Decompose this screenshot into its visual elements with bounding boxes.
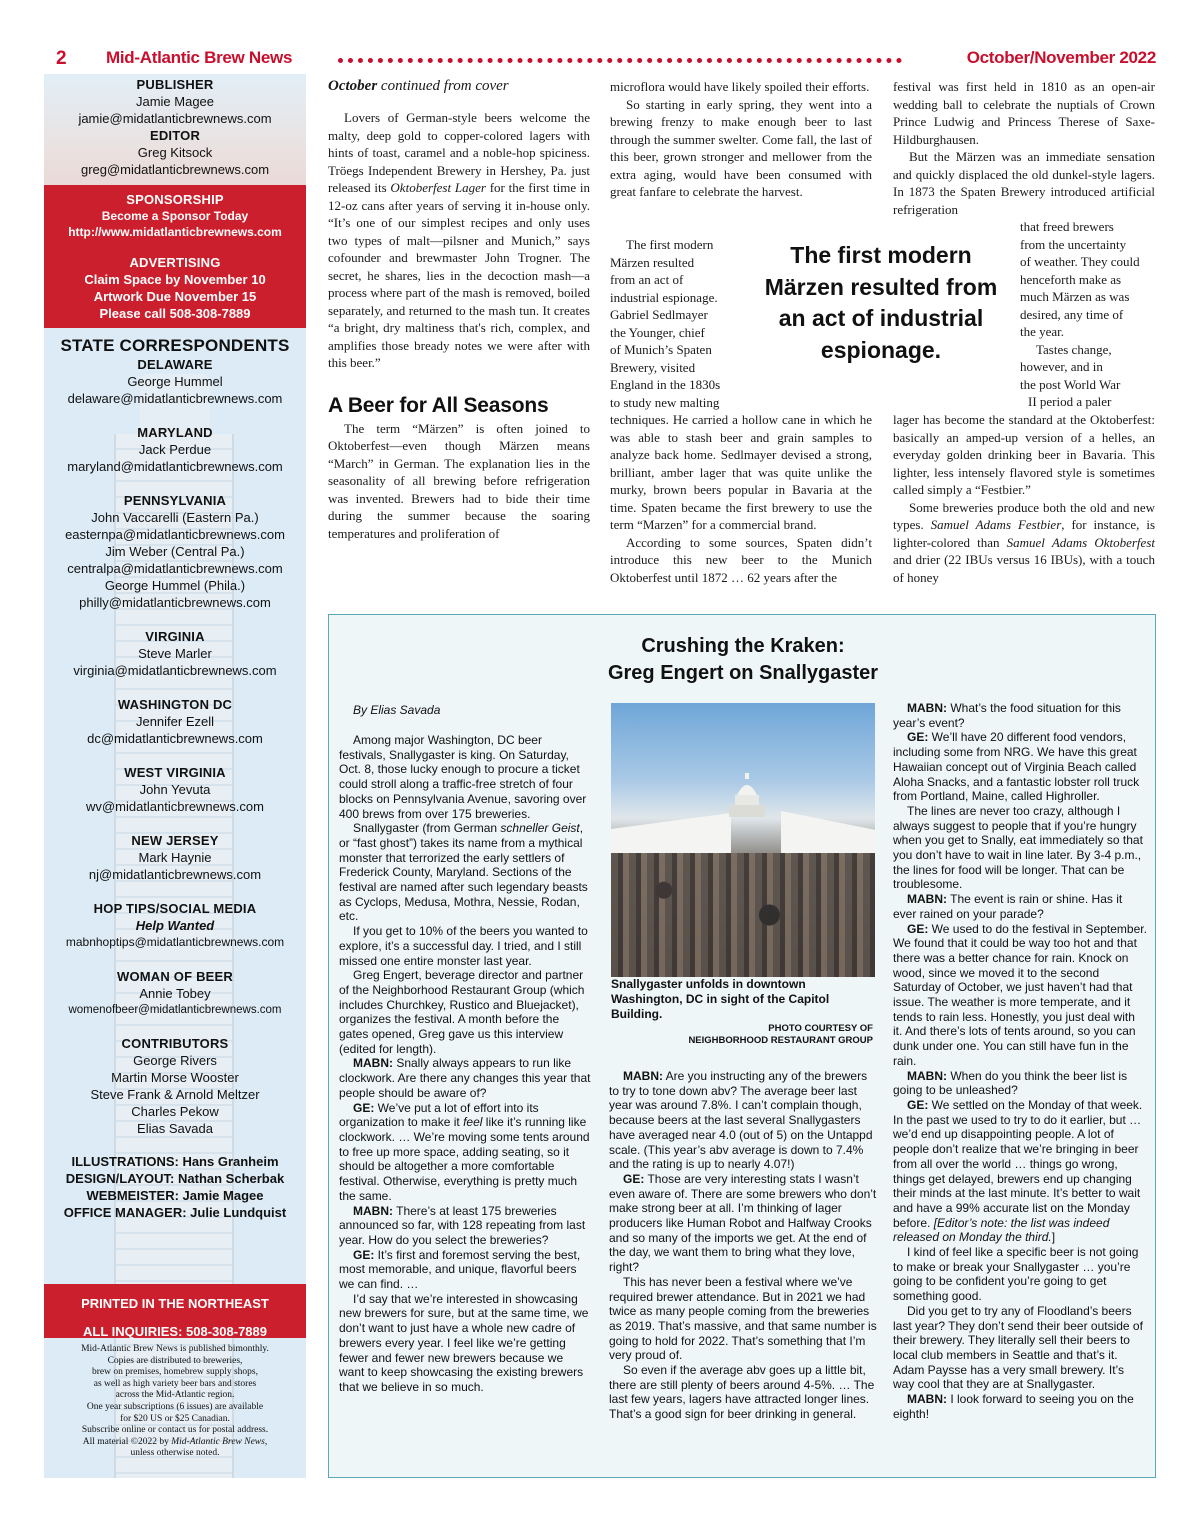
wrap-line: from the uncertainty xyxy=(1020,236,1127,252)
interview-paragraph: So even if the average abv goes up a little bit, there are still plenty of beers around 4-5%. … The last few years, lagers have attracted longer lines. That’s a good sign for beer drinking in general. xyxy=(609,1363,875,1422)
contributors-block xyxy=(44,1035,306,1137)
all-inquiries: ALL INQUIRIES: 508-308-7889 xyxy=(83,1324,267,1339)
interview-answer xyxy=(609,1172,877,1275)
article-column-3-wrap xyxy=(1020,218,1158,411)
wrap-line: desired, any time of xyxy=(1020,306,1124,322)
speaker-ge: GE: xyxy=(623,1171,645,1186)
text-run: There’s at least 175 breweries announced so far, with 128 repeating from last year. How do you select the breweries? xyxy=(339,1203,586,1247)
correspondent-name: Jim Weber (Central Pa.) xyxy=(105,544,245,559)
festival-crowd xyxy=(611,853,875,977)
interview-question xyxy=(339,1204,591,1248)
state-name: PENNSYLVANIA xyxy=(123,493,227,508)
state-name: MARYLAND xyxy=(137,425,213,440)
photo-caption: Snallygaster unfolds in downtown Washington, DC in sight of the Capitol Building. xyxy=(611,977,830,1021)
speaker-mabn: MABN: xyxy=(907,1392,947,1407)
article-paragraph: lager has become the standard at the Oktoberfest: basically an amped-up version of a helles, an everyday golden drinking beer in Bavaria. This lighter, less intensely flavored style is sometimes called simply a “Festbier.” xyxy=(893,412,1155,497)
correspondent-email[interactable]: delaware@midatlanticbrewnews.com xyxy=(67,391,283,406)
staff-credit: WEBMEISTER: Jamie Magee xyxy=(86,1188,264,1203)
text-run: , for instance, is lighter-colored than xyxy=(893,517,1155,550)
text-run: We settled on the Monday of that week. In the past we used to try to do it earlier, but … we’d end up disappointing people. A lot of people don’t realize that we’re bringing in beer from all over the world … things go wrong, things get delayed, brewers end up changing their minds at the last minute. It’s better to wait and have a 99% accurate list on the Monday before. xyxy=(893,1097,1143,1230)
text-run: for the first time in 12-oz cans after years of serving it in-house only. “It’s one of our simplest recipes and only uses two types of malt—pilsner and Munich,” says cofounder and brewmaster John Trogner. The secret, he shares, lies in the decoction mash—a process where part of the mash is removed, boiled separately, and returned to the mash tun. It creates “a bright, dry maltiness that's rich, complex, and amplifies those bready notes we were after with this beer.” xyxy=(328,180,590,370)
colophon-line: One year subscriptions (6 issues) are available xyxy=(86,1401,264,1412)
hop-tips-block xyxy=(44,900,306,951)
interview-title xyxy=(329,633,1157,687)
byline: By Elias Savada xyxy=(353,703,441,717)
wrap-line: that freed brewers xyxy=(1020,219,1114,234)
correspondent-email[interactable]: virginia@midatlanticbrewnews.com xyxy=(73,663,277,678)
pull-quote: The first modern Märzen resulted from an act of industrial espionage. xyxy=(764,242,998,363)
colophon-line: across the Mid-Atlantic region. xyxy=(115,1390,235,1401)
text-run: Those are very interesting stats I wasn’t even aware of. There are some brewers who don’t make strong beer at all. I’m thinking of lager producers like Human Robot and Halfway Crooks and so many of the imports we get. At the end of the day, we want them to bring what they love, right? xyxy=(609,1171,877,1275)
text-run: and drier (22 IBUs versus 16 IBUs), with a touch of honey xyxy=(893,552,1155,585)
colophon-line: as well as high variety beer bars and stores xyxy=(93,1378,257,1389)
issue-date: October/November 2022 xyxy=(966,48,1156,67)
interview-paragraph: Did you get to try any of Floodland’s beers last year? They don’t send their beer outside of their brewery. They literally sell their beers to local club members in Seattle and that’s it. Adam Paysse has a very small brewery. It’s way cool that they are at Snallygaster. xyxy=(893,1303,1143,1392)
wrap-line: The first modern xyxy=(626,237,714,252)
text-run: When do you think the beer list is going to be unleashed? xyxy=(893,1068,1128,1098)
printed-inquiries-banner xyxy=(44,1284,306,1338)
header-dot-rule xyxy=(338,58,902,63)
interview-question xyxy=(609,1069,877,1172)
text-run: like it’s running like clockwork. … We’re moving some tents around to free up more space, adding seating, so it should be altogether a more comfortable festival. Otherwise, everything is pretty much the same. xyxy=(339,1115,590,1203)
interview-answer xyxy=(339,1248,591,1292)
correspondent-email[interactable]: centralpa@midatlanticbrewnews.com xyxy=(67,561,283,576)
colophon xyxy=(44,1344,306,1460)
wrap-line: Gabriel Sedlmayer xyxy=(610,307,708,322)
tent-right xyxy=(781,811,875,853)
correspondent-name: Mark Haynie xyxy=(138,850,212,865)
photo-credit-line-1: PHOTO COURTESY OF xyxy=(768,1023,873,1034)
sponsorship-label: SPONSORSHIP xyxy=(126,192,224,207)
state-name: VIRGINIA xyxy=(145,629,205,644)
masthead-sidebar xyxy=(44,74,306,1478)
wrap-line: Tastes change, xyxy=(1036,341,1112,357)
continued-rest: continued from cover xyxy=(377,78,509,94)
contributor-name: Elias Savada xyxy=(137,1121,213,1136)
speaker-mabn: MABN: xyxy=(907,1068,947,1083)
wrap-line: of weather. They could xyxy=(1020,254,1140,269)
text-run: What’s the food situation for this year’s event? xyxy=(893,701,1121,730)
interview-column-3 xyxy=(893,701,1147,1421)
staff-credits xyxy=(44,1153,306,1221)
correspondent-name: Steve Marler xyxy=(138,646,212,661)
publisher-email[interactable]: jamie@midatlanticbrewnews.com xyxy=(78,111,272,126)
article-paragraph xyxy=(893,499,1155,587)
correspondent-email[interactable]: nj@midatlanticbrewnews.com xyxy=(88,867,262,882)
state-block xyxy=(44,356,306,407)
text-run: , or “fast ghost”) takes its name from a mythical monster that terrorized the early settlers of Frederick County, Maryland. Sections of the festival are named after such legendary beasts as Cyclops, Medusa, Mothra, Nessie, Rodan, etc. xyxy=(339,821,588,924)
speaker-mabn: MABN: xyxy=(353,1203,393,1218)
beer-name: Samuel Adams Festbier xyxy=(930,517,1062,532)
advertising-line-1: Claim Space by November 10 xyxy=(84,272,266,287)
correspondent-name: George Hummel xyxy=(127,374,223,389)
hop-tips-help-wanted: Help Wanted xyxy=(135,918,215,933)
state-block xyxy=(44,832,306,883)
page-header xyxy=(42,46,1160,72)
text-run: I look forward to seeing you on the eighth! xyxy=(893,1392,1134,1421)
text-run: The event is rain or shine. Has it ever rained on your parade? xyxy=(893,892,1123,921)
colophon-line: for $20 US or $25 Canadian. xyxy=(120,1413,230,1424)
text-run: We used to do the festival in September. We found that it could be way too hot and that there was a better chance for rain. Knock on wood, since we moved it to the second Saturday of October, we just haven’t had that issue. The weather is more temperate, and it tends to rain less. Honestly, you just deal with it. And there’s lots of tents around, so you can dunk under one. You can still have fun in the rain. xyxy=(893,921,1147,1068)
wrap-line: Brewery, visited xyxy=(610,359,696,375)
wrap-line: II period a paler xyxy=(1028,394,1112,409)
printed-in-northeast: PRINTED IN THE NORTHEAST xyxy=(81,1296,269,1311)
interview-paragraph: I kind of feel like a specific beer is not going to make or break your Snallygaster … you’re going to be confident you’re going to get something good. xyxy=(893,1245,1139,1304)
speaker-ge: GE: xyxy=(353,1247,375,1262)
sponsorship-line: Become a Sponsor Today xyxy=(101,209,249,223)
woman-of-beer-block xyxy=(44,968,306,1019)
state-block xyxy=(44,628,306,679)
article-column-2 xyxy=(610,78,872,201)
publisher-label: PUBLISHER xyxy=(136,77,214,92)
interview-column-1 xyxy=(339,703,591,1395)
article-paragraph: The term “Märzen” is often joined to Oktoberfest—even though Märzen means “March” in German. The explanation lies in the seasonality of all brewing before refrigeration was invented. Brewers had to bide their time during the summer because the soaring temperatures and proliferation of xyxy=(328,420,590,541)
interview-column-2 xyxy=(609,1069,877,1422)
contributor-name: Charles Pekow xyxy=(131,1104,219,1119)
text-run: We’ve put a lot of effort into its organization to make it xyxy=(339,1100,539,1130)
sponsorship-url[interactable]: http://www.midatlanticbrewnews.com xyxy=(68,225,282,239)
editors-note: [Editor’s note: the list was indeed released on Monday the third. xyxy=(893,1215,1110,1245)
interview-answer xyxy=(893,1098,1147,1245)
interview-question xyxy=(893,1392,1147,1421)
speaker-ge: GE: xyxy=(353,1100,375,1115)
article-paragraph: festival was first held in 1810 as an open-air wedding ball to celebrate the nuptials of Crown Prince Ludwig and Princess Therese of Saxe-Hildburghausen. xyxy=(893,79,1155,147)
wrap-line: much Märzen as was xyxy=(1020,289,1130,304)
wrap-line: industrial espionage. xyxy=(610,289,718,305)
wrap-line: from an act of xyxy=(610,272,684,287)
sponsorship-ad-block xyxy=(44,185,306,328)
photo-credit xyxy=(611,1023,873,1047)
correspondent-email[interactable]: philly@midatlanticbrewnews.com xyxy=(79,595,271,610)
state-correspondents xyxy=(44,336,306,1221)
wrap-line: however, and in xyxy=(1020,359,1103,374)
speaker-mabn: MABN: xyxy=(623,1069,663,1083)
state-block xyxy=(44,492,306,611)
publisher-block xyxy=(44,74,306,178)
article-column-3-lower xyxy=(893,411,1155,586)
continued-word: October xyxy=(328,78,378,94)
text-run: Snallygaster (from German xyxy=(353,821,501,836)
beer-name: Samuel Adams Oktoberfest xyxy=(1006,534,1155,550)
advertising-label: ADVERTISING xyxy=(129,255,221,270)
capitol-dome-icon xyxy=(729,773,765,817)
woman-of-beer-label: WOMAN OF BEER xyxy=(117,969,233,984)
article-paragraph: microflora would have likely spoiled their efforts. xyxy=(610,79,870,94)
colophon-line: Copies are distributed to breweries, xyxy=(107,1355,243,1366)
interview-paragraph xyxy=(339,821,591,924)
interview-answer xyxy=(893,730,1147,804)
article-paragraph: techniques. He carried a hollow cane in which he was able to stash beer and grain samples to analyze back home. Sedlmayer devised a strong, brilliant, amber lager that was quite unlike the murky, brown beers popular in Bavaria at the time. Spaten became the first brewery to use the term “Marzen” for a commercial brand. xyxy=(610,412,872,532)
interview-question xyxy=(339,1056,591,1100)
correspondent-name: Jack Perdue xyxy=(138,442,212,457)
staff-credit: DESIGN/LAYOUT: Nathan Scherbak xyxy=(65,1171,285,1186)
publisher-name: Jamie Magee xyxy=(135,94,215,109)
wrap-line: the post World War xyxy=(1020,376,1121,392)
colophon-line xyxy=(44,1437,306,1449)
speaker-mabn: MABN: xyxy=(907,701,947,715)
correspondent-email[interactable]: wv@midatlanticbrewnews.com xyxy=(86,799,264,814)
text-run: Are you instructing any of the brewers to try to tone down abv? The average beer last year was around 7.8%. I can’t complain though, because beers at the last several Snallygasters have averaged near 4.0 (out of 5) on the Untappd scale. (This year’s abv average is down to 7.4% and the rating is up to nearly 4.07!) xyxy=(609,1069,873,1172)
editor-email[interactable]: greg@midatlanticbrewnews.com xyxy=(80,162,270,177)
tent-left xyxy=(611,813,731,853)
state-correspondents-title: STATE CORRESPONDENTS xyxy=(60,336,290,355)
colophon-line: Subscribe online or contact us for postal address. xyxy=(81,1425,269,1436)
wrap-line: the year. xyxy=(1020,324,1065,339)
interview-question xyxy=(893,892,1147,921)
speaker-mabn: MABN: xyxy=(353,1056,393,1071)
colophon-line: unless otherwise noted. xyxy=(130,1448,220,1459)
page-number: 2 xyxy=(56,48,67,69)
speaker-ge: GE: xyxy=(907,1097,929,1112)
state-block xyxy=(44,696,306,747)
contributor-name: Steve Frank & Arnold Meltzer xyxy=(90,1087,260,1102)
contributor-name: George Rivers xyxy=(133,1053,217,1068)
colophon-text: All material ©2022 by xyxy=(82,1436,172,1447)
correspondent-email[interactable]: dc@midatlanticbrewnews.com xyxy=(87,731,263,746)
state-block xyxy=(44,764,306,815)
article-paragraph: But the Märzen was an immediate sensation and quickly displaced the old dunkel-style lagers. In 1873 the Spaten Brewery introduced artificial refrigeration xyxy=(893,149,1155,217)
text-run: It’s first and foremost serving the best, most memorable, and unique, flavorful beers we can find. … xyxy=(339,1247,581,1292)
beer-name: Oktoberfest Lager xyxy=(390,180,486,195)
editor-label: EDITOR xyxy=(149,128,201,143)
interview-question xyxy=(893,701,1147,730)
wrap-line: to study new malting xyxy=(610,394,720,410)
speaker-ge: GE: xyxy=(907,730,929,745)
german-term: schneller Geist xyxy=(500,821,580,836)
interview-question xyxy=(893,1069,1147,1098)
hop-tips-email[interactable]: mabnhoptips@midatlanticbrewnews.com xyxy=(65,935,285,949)
state-name: WASHINGTON DC xyxy=(117,697,233,712)
text-run: Snally always appears to run like clockwork. Are there any changes this year that people should be aware of? xyxy=(339,1056,591,1100)
woman-of-beer-name: Annie Tobey xyxy=(139,986,211,1001)
wrap-line: the Younger, chief xyxy=(610,324,705,340)
wrap-line: of Munich’s Spaten xyxy=(610,342,712,357)
emphasis: feel xyxy=(463,1115,483,1130)
state-name: WEST VIRGINIA xyxy=(124,765,226,780)
interview-answer xyxy=(893,922,1147,1069)
interview-paragraph: I’d say that we’re interested in showcasing new brewers for sure, but at the same time, we don’t want to just have a whole new cadre of brewers every year. I feel like we’re getting fewer and fewer new brewers because we want to keep showcasing the existing brewers that we believe in so much. xyxy=(339,1291,589,1394)
colophon-line: brew on premises, homebrew supply shops, xyxy=(92,1367,258,1378)
contributor-name: Martin Morse Wooster xyxy=(111,1070,239,1085)
colophon-line: Mid-Atlantic Brew News is published bimonthly. xyxy=(81,1344,269,1354)
continued-from-cover xyxy=(328,78,590,95)
correspondent-name: Jennifer Ezell xyxy=(135,714,215,729)
advertising-line-2: Artwork Due November 15 xyxy=(93,289,257,304)
article-paragraph: According to some sources, Spaten didn’t introduce this new beer to the Munich Oktoberfest until 1872 … 62 years after the xyxy=(610,534,872,585)
interview-title-line-1: Crushing the Kraken: xyxy=(641,635,845,657)
woman-of-beer-email[interactable]: womenofbeer@midatlanticbrewnews.com xyxy=(68,1004,282,1016)
photo-credit-line-2: NEIGHBORHOOD RESTAURANT GROUP xyxy=(688,1035,873,1046)
correspondent-email[interactable]: easternpa@midatlanticbrewnews.com xyxy=(65,527,285,542)
interview-paragraph: If you get to 10% of the beers you wanted to explore, it’s a successful day. I tried, and I still missed one entire monster last year. xyxy=(339,924,588,968)
text-run: We’ll have 20 different food vendors, including some from NRG. We have this great Hawaiian concept out of Virginia Beach called Aloha Snacks, and a fantastic lobster roll truck from Portland, Maine, called Highroller. xyxy=(893,730,1140,804)
colophon-publication: Mid-Atlantic Brew News, xyxy=(171,1436,268,1447)
interview-paragraph: The lines are never too crazy, although I always suggest to people that if you’re hungry when you get to Snally, eat immediately so that you don’t have to wait in line later. By 3-4 p.m., the lines for food will be longer. That can be troublesome. xyxy=(893,803,1143,892)
interview-answer xyxy=(339,1101,591,1204)
advertising-line-3: Please call 508-308-7889 xyxy=(99,306,251,321)
wrap-line: England in the 1830s xyxy=(610,377,721,392)
article-column-2-lower xyxy=(610,411,872,586)
speaker-mabn: MABN: xyxy=(907,892,947,907)
text-run: Some breweries produce both the old and new types. xyxy=(893,499,1155,532)
state-name: NEW JERSEY xyxy=(131,833,219,848)
festival-photo xyxy=(611,703,875,977)
staff-credit: OFFICE MANAGER: Julie Lundquist xyxy=(63,1205,287,1220)
speaker-ge: GE: xyxy=(907,921,929,936)
wrap-line: Märzen resulted xyxy=(610,254,695,270)
interview-paragraph: Among major Washington, DC beer festivals, Snallygaster is king. On Saturday, Oct. 8, those lucky enough to procure a ticket could stroll along a traffic-free stretch of four blocks on Pennsylvania Avenue, savoring over 400 brews from over 175 breweries. xyxy=(339,733,587,821)
contributors-label: CONTRIBUTORS xyxy=(121,1036,229,1051)
article-paragraph: So starting in early spring, they went into a brewing frenzy to make enough beer to last through the summer swelter. Come fall, the last of this beer, grown stronger and mellower from the extra aging, would have been consumed with great fanfare to celebrate the harvest. xyxy=(610,96,872,199)
staff-credit: ILLUSTRATIONS: Hans Granheim xyxy=(71,1154,279,1169)
article-column-2-wrap xyxy=(610,236,750,411)
interview-paragraph: This has never been a festival where we’ve required brewer attendance. But in 2021 we had twice as many people coming from the breweries as 2019. That’s massive, and that same number is going to hold for 2022. That’s something that I’m very proud of. xyxy=(609,1274,877,1363)
correspondent-name: John Vaccarelli (Eastern Pa.) xyxy=(91,510,259,525)
kraken-interview-box xyxy=(328,614,1156,1478)
hop-tips-label: HOP TIPS/SOCIAL MEDIA xyxy=(93,901,257,916)
article-column-3 xyxy=(893,78,1155,218)
article-paragraph xyxy=(328,109,590,372)
state-name: DELAWARE xyxy=(137,357,213,372)
state-block xyxy=(44,424,306,475)
wrap-line: henceforth make as xyxy=(1020,271,1122,287)
correspondent-email[interactable]: maryland@midatlanticbrewnews.com xyxy=(67,459,283,474)
interview-paragraph: Greg Engert, beverage director and partner of the Neighborhood Restaurant Group (which includes Churchkey, Rustico and Bluejacket), organizes the festival. A month before the gates opened, Greg gave us this interview (edited for length). xyxy=(339,968,585,1056)
text-run: Lovers of German-style beers welcome the malty, deep gold to copper-colored lagers with hints of toast, caramel and a noble-hop spiciness. Tröegs Independent Brewery in Hershey, Pa. just released its xyxy=(328,110,590,195)
text-run: ] xyxy=(1051,1230,1056,1245)
interview-title-line-2: Greg Engert on Snallygaster xyxy=(607,662,879,684)
editor-name: Greg Kitsock xyxy=(137,145,213,160)
publication-name: Mid-Atlantic Brew News xyxy=(106,48,293,67)
correspondent-name: George Hummel (Phila.) xyxy=(104,578,246,593)
article-column-1 xyxy=(328,78,590,542)
section-subhead: A Beer for All Seasons xyxy=(328,393,549,417)
correspondent-name: John Yevuta xyxy=(139,782,211,797)
